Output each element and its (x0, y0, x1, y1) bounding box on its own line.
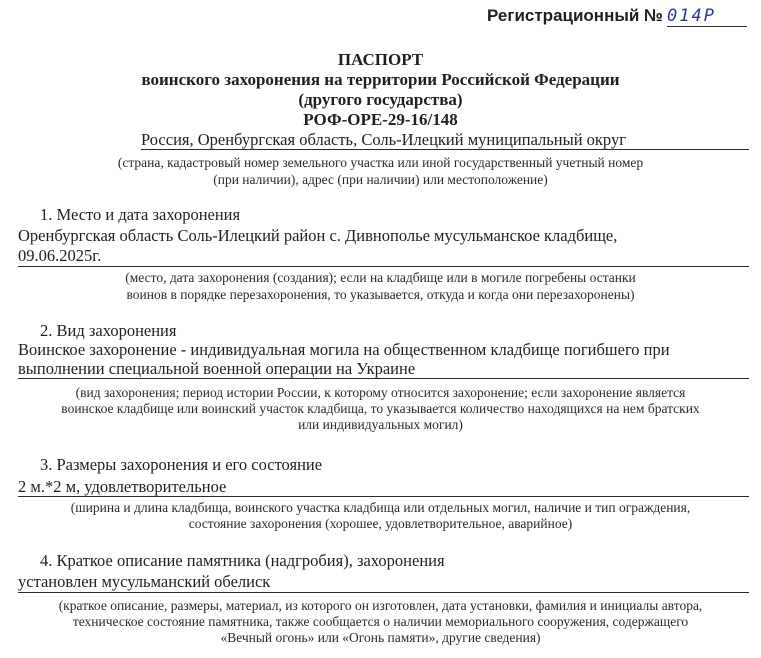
location-value: Россия, Оренбургская область, Соль-Илецкий муниципальный округ (141, 130, 626, 149)
section-2-value-line1: Воинское захоронение - индивидуальная могила на общественном кладбище погибшего при (18, 340, 670, 359)
section-1-value-line1: Оренбургская область Соль-Илецкий район с. Дивнополье мусульманское кладбище, (18, 226, 618, 245)
section-2-value-line2: выполнении специальной военной операции на Украине (18, 359, 416, 378)
document-subtitle-line2: (другого государства) (298, 90, 463, 109)
section-4-hint-line1: (краткое описание, размеры, материал, из которого он изготовлен, дата установки, фамилия и инициалы автора, (58, 598, 703, 613)
registration-number: 014Р (667, 6, 747, 27)
section-2-heading: 2. Вид захоронения (40, 321, 177, 340)
registration-field (487, 6, 747, 27)
location-hint-line1: (страна, кадастровый номер земельного участка или иной государственный учетный номер (117, 155, 644, 170)
section-4-underline (18, 592, 749, 593)
section-1-hint-line2: воинов в порядке перезахоронения, то указывается, откуда и когда они перезахоронены) (126, 287, 635, 302)
document-subtitle-line1: воинского захоронения на территории Российской Федерации (141, 70, 620, 89)
section-2-hint-line2: воинское кладбище или воинский участок кладбища, то указывается количество находящихся на нем братских (61, 401, 700, 416)
section-3-value-line1: 2 м.*2 м, удовлетворительное (18, 477, 227, 496)
section-3-underline (18, 496, 749, 497)
location-hint-line2: (при наличии), адрес (при наличии) или местоположение) (213, 172, 548, 187)
document-title: ПАСПОРТ (337, 50, 424, 69)
location-underline (141, 149, 749, 150)
document-code: РОФ-ОРЕ-29-16/148 (303, 110, 458, 129)
section-4-heading: 4. Краткое описание памятника (надгробия), захоронения (40, 551, 445, 570)
section-1-heading: 1. Место и дата захоронения (40, 205, 241, 224)
section-4-hint-line3: «Вечный огонь» или «Огонь памяти», другие сведения) (220, 630, 541, 645)
section-4-hint-line2: техническое состояние памятника, также сообщается о наличии мемориального сооружения, содержащего (72, 614, 689, 629)
section-2-hint-line1: (вид захоронения; период истории России, к которому относится захоронение; если захоронение является (75, 385, 686, 400)
section-2-underline (18, 378, 749, 379)
registration-label: Регистрационный № (487, 6, 663, 25)
section-3-hint-line2: состояние захоронения (хорошее, удовлетворительное, аварийное) (188, 516, 573, 531)
section-1-underline (18, 266, 749, 267)
section-3-heading: 3. Размеры захоронения и его состояние (40, 455, 323, 474)
section-4-value-line1: установлен мусульманский обелиск (18, 572, 271, 591)
section-3-hint-line1: (ширина и длина кладбища, воинского участка кладбища или отдельных могил, наличие и тип ограждения, (70, 500, 691, 515)
section-1-hint-line1: (место, дата захоронения (создания); если на кладбище или в могиле погребены останки (125, 270, 636, 285)
section-1-value-line2: 09.06.2025г. (18, 246, 102, 265)
section-2-hint-line3: или индивидуальных могил) (298, 417, 463, 432)
